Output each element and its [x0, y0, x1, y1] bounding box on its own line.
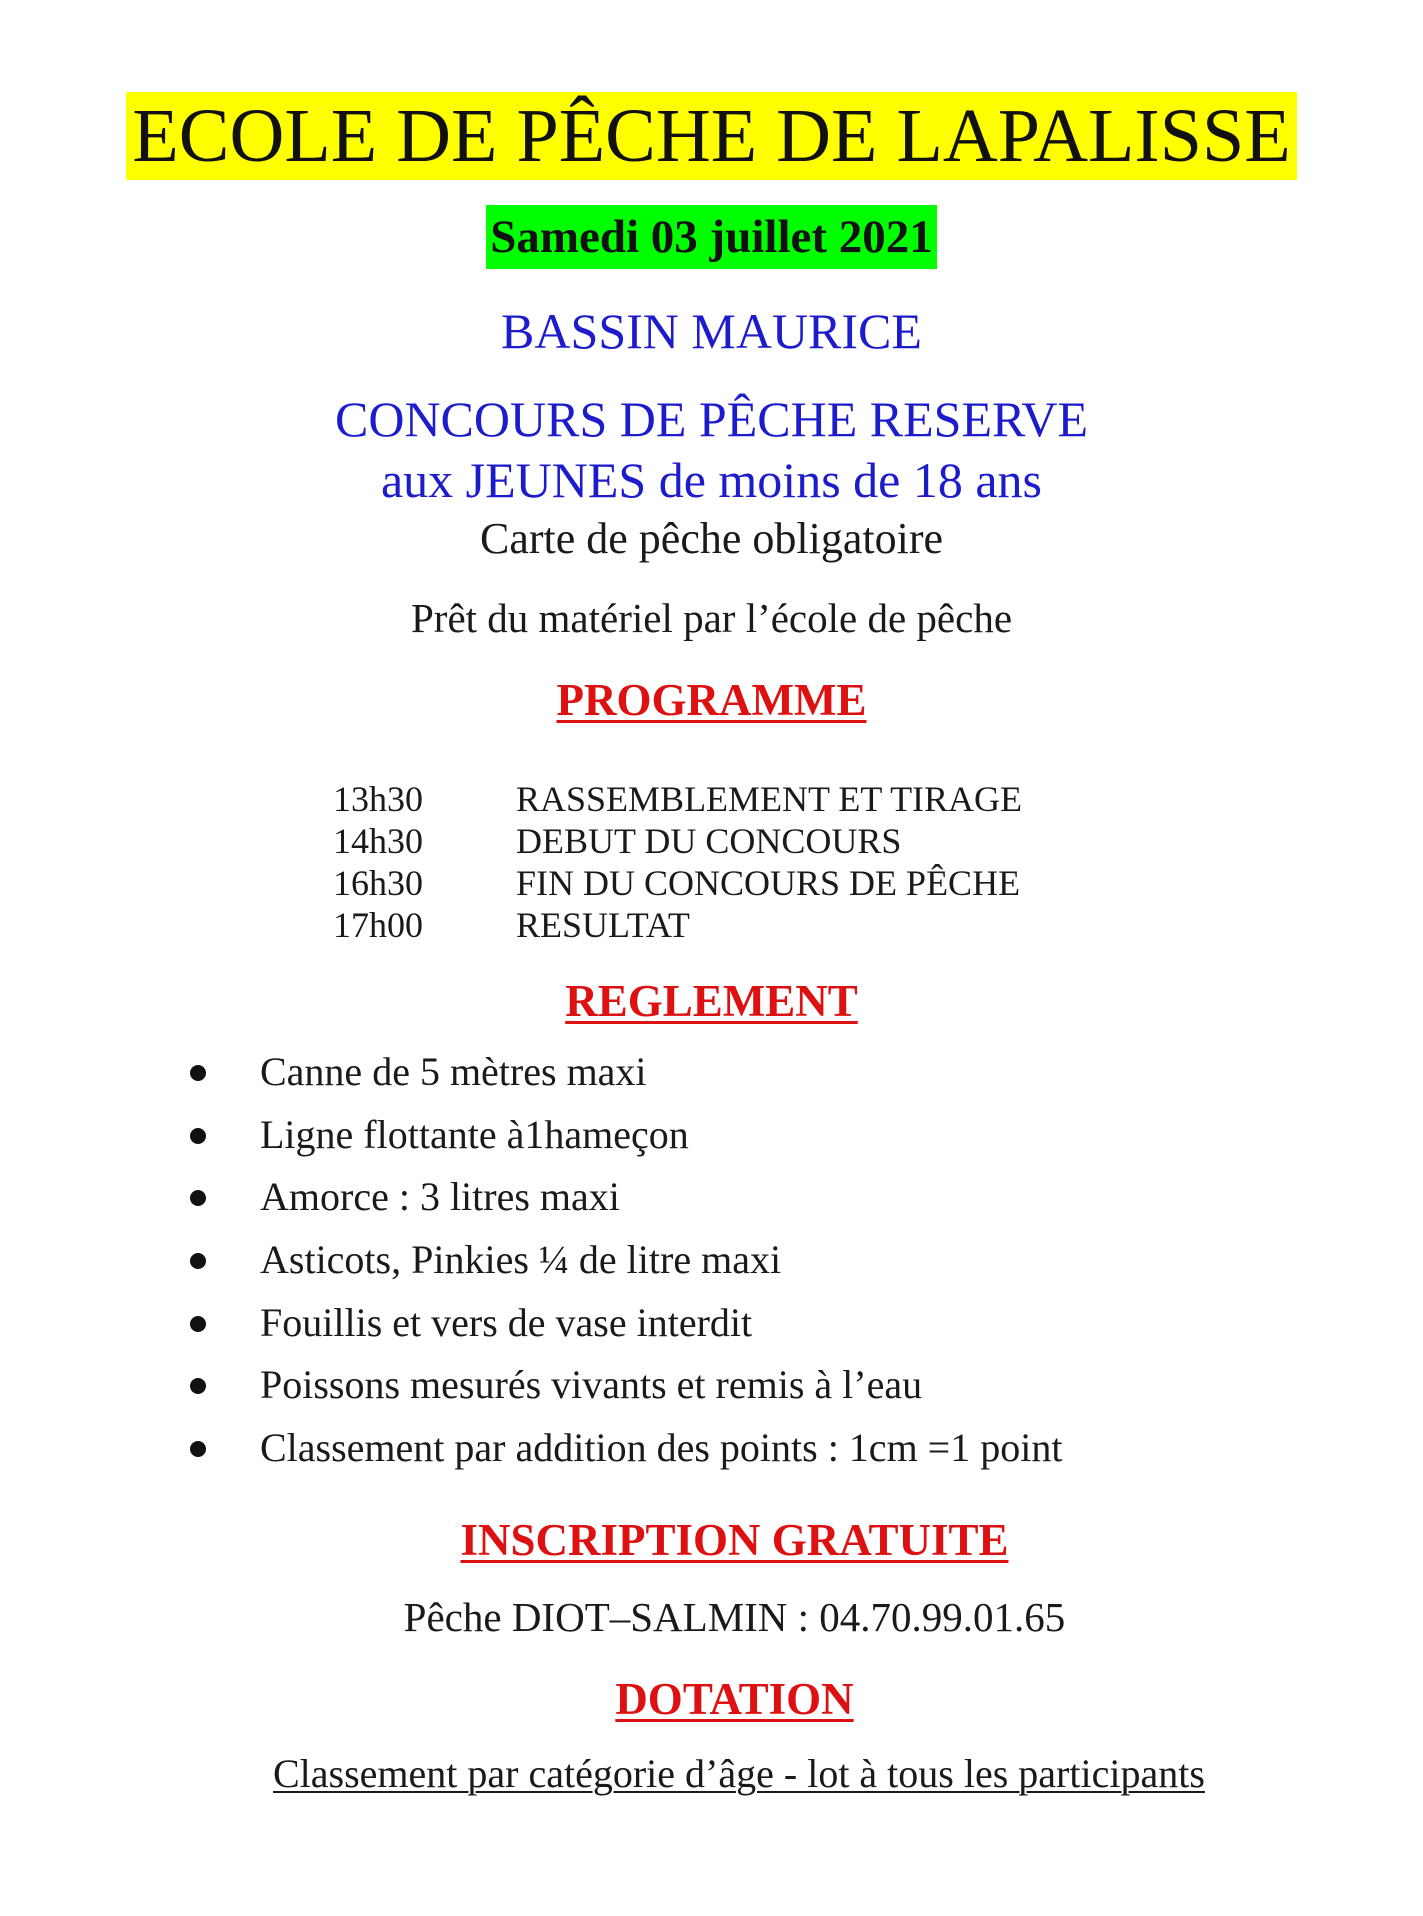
event-date: Samedi 03 juillet 2021	[486, 205, 937, 269]
bullet-icon	[190, 1253, 206, 1269]
bullet-icon	[190, 1378, 206, 1394]
contest-title: CONCOURS DE PÊCHE RESERVE	[334, 391, 1089, 447]
bullet-icon	[190, 1316, 206, 1332]
license-note: Carte de pêche obligatoire	[479, 514, 943, 563]
rule-text: Amorce : 3 litres maxi	[260, 1174, 620, 1219]
schedule-event: RESULTAT	[516, 905, 690, 945]
schedule-event: DEBUT DU CONCOURS	[516, 821, 902, 861]
bullet-icon	[190, 1441, 206, 1457]
rule-text: Canne de 5 mètres maxi	[260, 1049, 647, 1094]
dotation-text: Classement par catégorie d’âge - lot à tous les participants	[273, 1751, 1205, 1796]
schedule-time: 17h00	[333, 905, 423, 945]
inscription-heading: INSCRIPTION GRATUITE	[460, 1515, 1009, 1565]
title-block	[0, 92, 1423, 180]
schedule-time: 13h30	[333, 779, 423, 819]
contest-audience: aux JEUNES de moins de 18 ans	[380, 452, 1043, 508]
rule-text: Ligne flottante à1hameçon	[260, 1112, 689, 1157]
equipment-loan-note: Prêt du matériel par l’école de pêche	[410, 595, 1013, 641]
schedule-event: RASSEMBLEMENT ET TIRAGE	[516, 779, 1023, 819]
rule-text: Asticots, Pinkies ¼ de litre maxi	[260, 1237, 782, 1282]
date-block	[0, 205, 1423, 269]
page-title: ECOLE DE PÊCHE DE LAPALISSE	[126, 92, 1296, 180]
schedule-time: 16h30	[333, 863, 423, 903]
schedule-event: FIN DU CONCOURS DE PÊCHE	[516, 863, 1021, 903]
rule-text: Classement par addition des points : 1cm =1 point	[260, 1425, 1063, 1470]
dotation-heading: DOTATION	[615, 1674, 854, 1724]
contact-phone: Pêche DIOT–SALMIN : 04.70.99.01.65	[403, 1594, 1066, 1640]
bullet-icon	[190, 1190, 206, 1206]
venue: BASSIN MAURICE	[501, 303, 922, 359]
programme-heading: PROGRAMME	[556, 675, 867, 725]
bullet-icon	[190, 1128, 206, 1144]
rule-text: Poissons mesurés vivants et remis à l’eau	[260, 1362, 923, 1407]
reglement-heading: REGLEMENT	[565, 976, 858, 1026]
bullet-icon	[190, 1065, 206, 1081]
schedule-time: 14h30	[333, 821, 423, 861]
rule-text: Fouillis et vers de vase interdit	[260, 1300, 753, 1345]
